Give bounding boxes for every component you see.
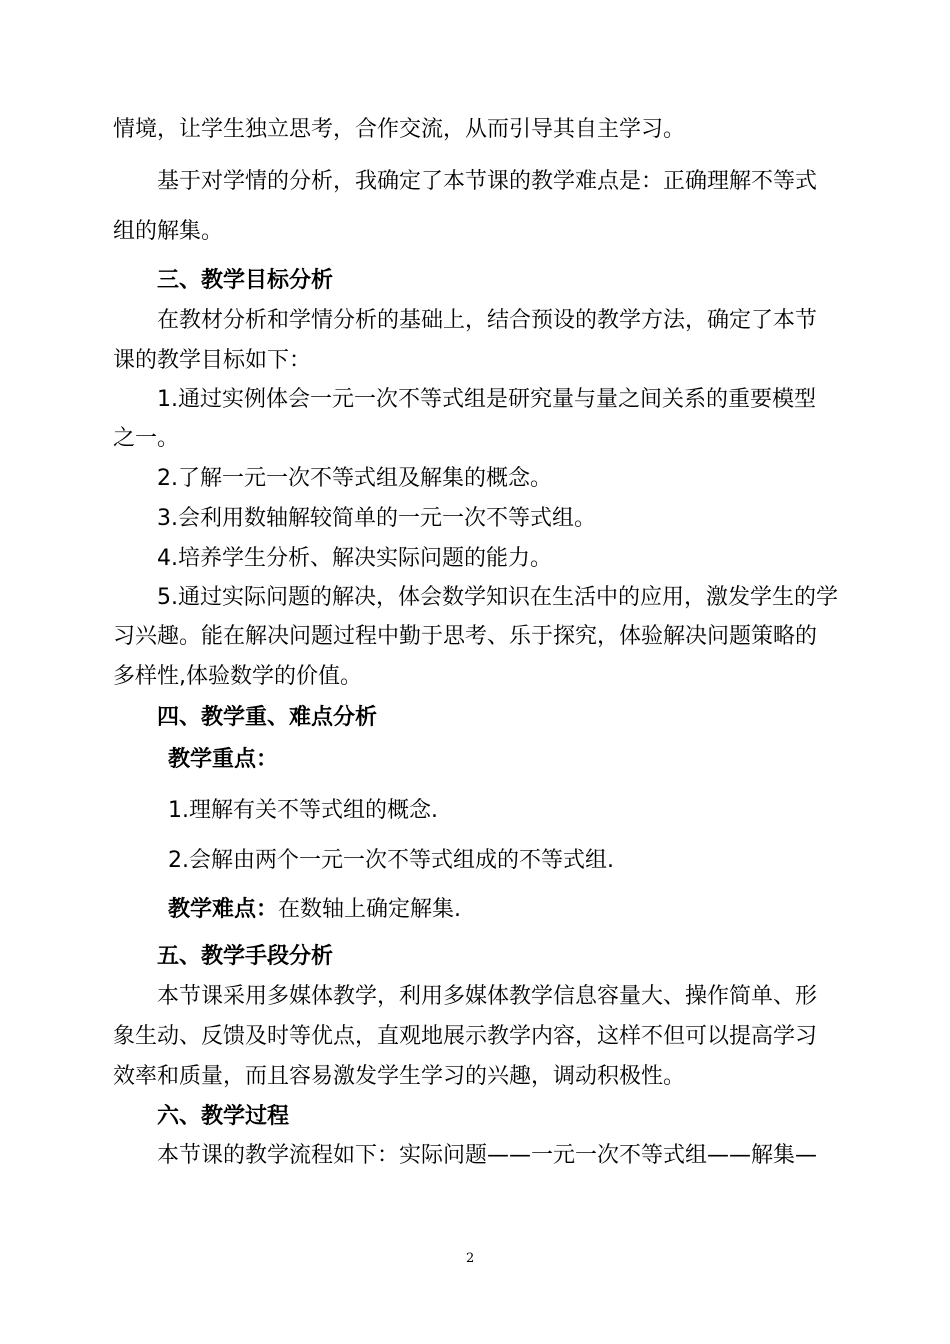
section-heading-3: 三、教学目标分析: [157, 268, 334, 293]
list-item: 5.通过实际问题的解决，体会数学知识在生活中的应用，激发学生的学: [157, 585, 838, 610]
list-item: 1.通过实例体会一元一次不等式组是研究量与量之间关系的重要模型: [157, 387, 816, 412]
paragraph-line: 之一。: [113, 426, 180, 451]
section-heading-6: 六、教学过程: [157, 1104, 290, 1129]
list-item: 2.了解一元一次不等式组及解集的概念。: [157, 466, 552, 491]
paragraph-line: 多样性,体验数学的价值。: [113, 664, 362, 689]
paragraph-line: 习兴趣。能在解决问题过程中勤于思考、乐于探究，体验解决问题策略的: [113, 624, 818, 649]
section-heading-4: 四、教学重、难点分析: [157, 705, 378, 730]
difficulty-text: 在数轴上确定解集.: [278, 897, 462, 922]
paragraph-line: 在教材分析和学情分析的基础上，结合预设的教学方法，确定了本节: [157, 308, 818, 333]
paragraph-line: 象生动、反馈及时等优点，直观地展示教学内容，这样不但可以提高学习: [113, 1024, 818, 1049]
paragraph-line: 基于对学情的分析，我确定了本节课的教学难点是：正确理解不等式: [157, 169, 818, 194]
list-item: 4.培养学生分析、解决实际问题的能力。: [157, 546, 552, 571]
section-heading-5: 五、教学手段分析: [157, 944, 334, 969]
paragraph-line: 效率和质量，而且容易激发学生学习的兴趣，调动积极性。: [113, 1064, 686, 1089]
list-item: 2.会解由两个一元一次不等式组成的不等式组.: [168, 848, 614, 873]
paragraph-line: 课的教学目标如下：: [113, 348, 312, 373]
subheading-key-points: 教学重点：: [168, 747, 279, 772]
paragraph-line: 组的解集。: [113, 219, 224, 244]
page-number: 2: [466, 1251, 475, 1266]
list-item: 3.会利用数轴解较简单的一元一次不等式组。: [157, 506, 596, 531]
difficulty-line: [168, 895, 461, 925]
paragraph-line: 本节课采用多媒体教学，利用多媒体教学信息容量大、操作简单、形: [157, 984, 818, 1009]
list-item: 1.理解有关不等式组的概念.: [168, 798, 438, 823]
paragraph-line: 本节课的教学流程如下：实际问题——一元一次不等式组——解集—: [157, 1143, 818, 1168]
subheading-difficulty: 教学难点：: [168, 897, 279, 922]
paragraph-line: 情境，让学生独立思考，合作交流，从而引导其自主学习。: [113, 117, 686, 142]
